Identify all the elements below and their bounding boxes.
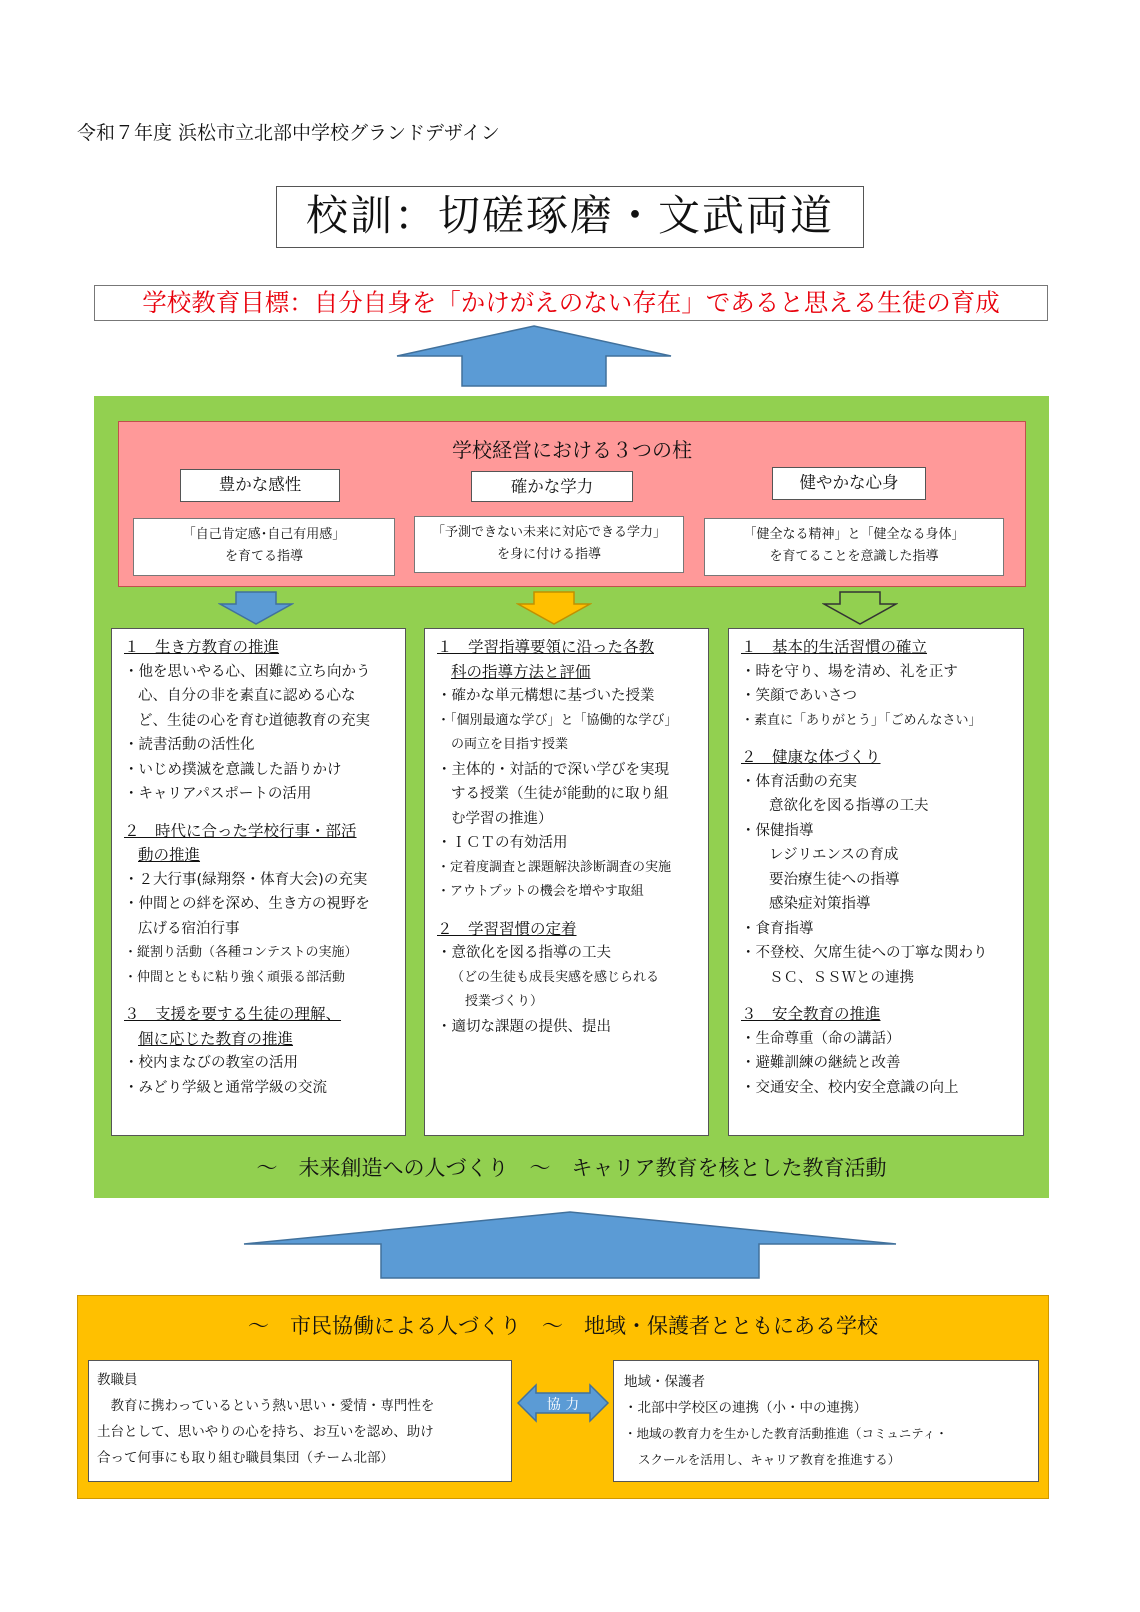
col1-heading-1: １ 生き方教育の推進 xyxy=(124,638,280,656)
down-arrow-blue-icon xyxy=(218,590,294,626)
col3-item: ＳＣ、ＳＳＷとの連携 xyxy=(769,969,914,986)
community-label: 地域・保護者 xyxy=(624,1374,705,1390)
col3-item: ・保健指導 xyxy=(741,822,814,839)
col2-item: 授業づくり） xyxy=(465,994,544,1009)
col1-heading-2: ２ 時代に合った学校行事・部活 xyxy=(124,821,357,840)
document-title: 令和７年度 浜松市立北部中学校グランドデザイン xyxy=(77,122,500,144)
career-education-banner: ～ 未来創造への人づくり ～ キャリア教育を核とした教育活動 xyxy=(256,1156,887,1180)
col3-item: ・食育指導 xyxy=(741,920,814,937)
col3-item: ・生命尊重（命の講話） xyxy=(741,1030,901,1047)
column-rich-sensibility xyxy=(111,628,406,1136)
col3-heading-3: ３ 安全教育の推進 xyxy=(741,1005,881,1023)
pillar-desc-3 xyxy=(704,518,1004,576)
down-arrow-outline-icon xyxy=(822,590,898,626)
col3-item: ・素直に「ありがとう」「ごめんなさい」 xyxy=(741,712,982,728)
col1-item: ・２大行事(緑翔祭・体育大会)の充実 xyxy=(124,871,368,888)
col2-heading-1-cont: 科の指導方法と評価 xyxy=(451,662,591,681)
col2-heading-1: １ 学習指導要領に沿った各教 xyxy=(437,638,655,656)
col2-heading-2: ２ 学習習慣の定着 xyxy=(437,919,577,938)
col3-item: 感染症対策指導 xyxy=(769,896,871,912)
staff-box xyxy=(88,1360,512,1482)
staff-text: 教育に携わっているという熱い思い・愛情・専門性を xyxy=(97,1398,435,1414)
col1-item: ・仲間との絆を深め、生き方の視野を xyxy=(124,896,370,912)
col1-item: 心、自分の非を素直に認める心な xyxy=(138,688,356,704)
pillar-desc-3-line1: 「健全なる精神」と「健全なる身体」 xyxy=(743,527,965,542)
pillar-desc-2 xyxy=(414,516,684,573)
community-box xyxy=(613,1360,1039,1482)
pillar-desc-2-line2: を身に付ける指導 xyxy=(496,547,601,562)
col1-item: ・読書活動の活性化 xyxy=(124,737,255,753)
col2-item: む学習の推進） xyxy=(451,810,553,827)
up-arrow-icon xyxy=(393,324,675,388)
col2-item: の両立を目指す授業 xyxy=(451,737,569,752)
staff-text: 土台として、思いやりの心を持ち、お互いを認め、助け xyxy=(97,1424,434,1440)
col3-item: ・笑顔であいさつ xyxy=(741,688,857,704)
community-text: スクールを活用し、キャリア教育を推進する） xyxy=(638,1452,901,1467)
col1-item: ・いじめ撲滅を意識した語りかけ xyxy=(124,761,342,778)
col1-heading-3-cont: 個に応じた教育の推進 xyxy=(138,1029,294,1048)
col1-item: ・縦割り活動（各種コンテストの実施） xyxy=(124,945,358,960)
pillar-desc-1-line2: を育てる指導 xyxy=(224,549,303,564)
community-title: ～ 市民協働による人づくり ～ 地域・保護者とともにある学校 xyxy=(248,1314,878,1338)
pillar-desc-2-line1: 「予測できない未来に対応できる学力」 xyxy=(431,525,666,540)
community-panel xyxy=(77,1295,1049,1499)
col2-item: ・定着度調査と課題解決診断調査の実施 xyxy=(437,859,672,875)
col3-item: レジリエンスの育成 xyxy=(769,847,899,863)
col1-item: ・仲間とともに粘り強く頑張る部活動 xyxy=(124,969,346,985)
col3-heading-2: ２ 健康な体づくり xyxy=(741,748,881,766)
col1-heading-2-cont: 動の推進 xyxy=(138,846,201,864)
community-text: ・北部中学校区の連携（小・中の連携） xyxy=(624,1400,867,1416)
up-arrow-large-icon xyxy=(240,1210,900,1280)
col2-item: する授業（生徒が能動的に取り組 xyxy=(451,786,669,802)
col1-item: ど、生徒の心を育む道徳教育の充実 xyxy=(138,712,370,729)
col3-item: ・体育活動の充実 xyxy=(741,773,857,790)
pillar-desc-3-line2: を育てることを意識した指導 xyxy=(769,549,939,564)
col2-item: ・アウトプットの機会を増やす取組 xyxy=(437,884,644,899)
pillars-title: 学校経営における３つの柱 xyxy=(452,438,692,462)
col3-item: 要治療生徒への指導 xyxy=(769,871,900,888)
community-text: ・地域の教育力を生かした教育活動推進（コミュニティ・ xyxy=(624,1426,948,1441)
col2-item: ・確かな単元構想に基づいた授業 xyxy=(437,688,655,704)
col1-heading-3: ３ 支援を要する生徒の理解、 xyxy=(124,1005,342,1023)
pillar-healthy-mind-body: 健やかな心身 xyxy=(772,467,926,500)
pillar-desc-1 xyxy=(133,518,395,576)
column-solid-academics xyxy=(424,628,709,1136)
school-goal: 学校教育目標：自分自身を「かけがえのない存在」であると思える生徒の育成 xyxy=(94,285,1048,321)
col1-item: 広げる宿泊行事 xyxy=(138,920,240,937)
column-healthy-mind-body xyxy=(728,628,1024,1136)
col3-item: 意欲化を図る指導の工夫 xyxy=(769,798,929,814)
pillar-solid-academics: 確かな学力 xyxy=(471,471,633,502)
col2-item: ・「個別最適な学び」と「協働的な学び」 xyxy=(437,712,678,728)
col3-item: ・時を守り、場を清め、礼を正す xyxy=(741,663,958,680)
col3-item: ・避難訓練の継続と改善 xyxy=(741,1055,901,1071)
col2-item: ・適切な課題の提供、提出 xyxy=(437,1018,611,1035)
pillar-rich-sensibility: 豊かな感性 xyxy=(180,469,340,502)
col3-heading-1: １ 基本的生活習慣の確立 xyxy=(741,638,928,656)
col1-item: ・みどり学級と通常学級の交流 xyxy=(124,1079,327,1096)
cooperation-label: 協 力 xyxy=(546,1397,580,1413)
col2-item: ・主体的・対話的で深い学びを実現 xyxy=(437,761,669,778)
col3-item: ・交通安全、校内安全意識の向上 xyxy=(741,1079,959,1096)
pillar-desc-1-line1: 「自己肯定感･自己有用感」 xyxy=(182,527,346,542)
down-arrow-gold-icon xyxy=(516,590,592,626)
col1-item: ・キャリアパスポートの活用 xyxy=(124,786,312,802)
staff-label: 教職員 xyxy=(97,1372,138,1388)
school-motto: 校訓：切磋琢磨・文武両道 xyxy=(276,186,864,248)
col2-item: ・意欲化を図る指導の工夫 xyxy=(437,945,611,961)
staff-text: 合って何事にも取り組む職員集団（チーム北部） xyxy=(97,1450,394,1466)
col1-item: ・他を思いやる心、困難に立ち向かう xyxy=(124,663,371,680)
col2-item: （どの生徒も成長実感を感じられる xyxy=(451,969,660,985)
col1-item: ・校内まなびの教室の活用 xyxy=(124,1055,298,1071)
col3-item: ・不登校、欠席生徒への丁寧な関わり xyxy=(741,945,988,961)
col2-item: ・ＩＣＴの有効活用 xyxy=(437,835,568,851)
